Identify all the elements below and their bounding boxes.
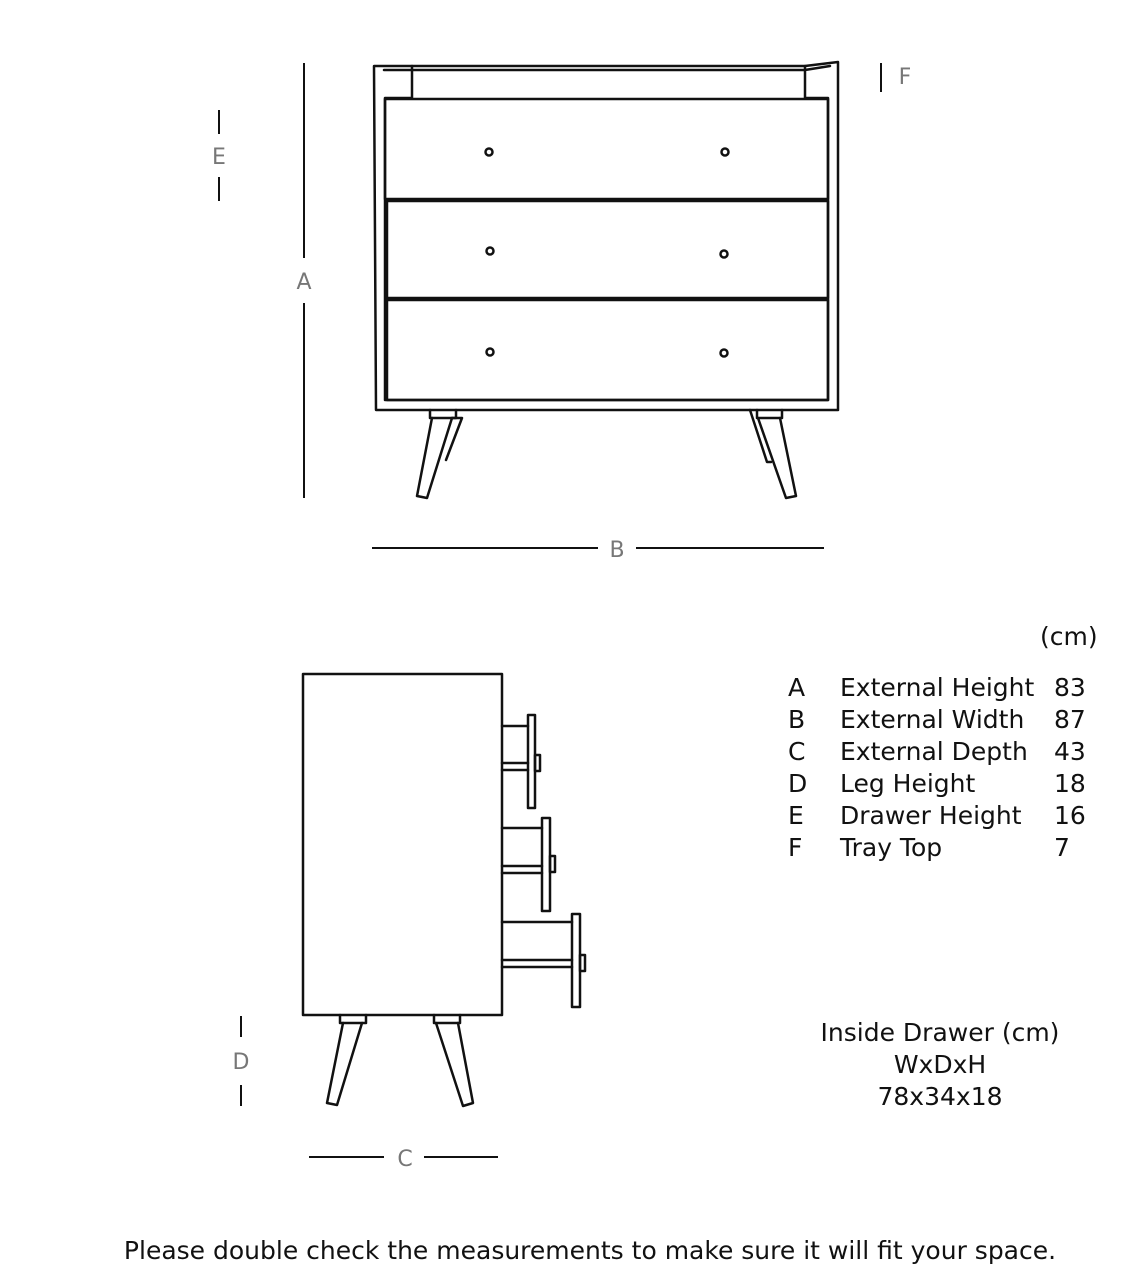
- dim-label-a: A: [296, 270, 312, 295]
- front-legs: [417, 410, 796, 498]
- spec-row: [788, 832, 1114, 864]
- knob: [721, 350, 728, 357]
- spec-value: 16: [1054, 801, 1086, 830]
- spec-name: External Width: [840, 705, 1025, 734]
- dim-label-e: E: [212, 145, 226, 170]
- side-drawer-2: [502, 818, 555, 911]
- spec-name: Tray Top: [840, 833, 943, 862]
- knob: [721, 251, 728, 258]
- spec-letter: A: [788, 673, 806, 702]
- side-view: [303, 674, 585, 1106]
- spec-row: [788, 672, 1114, 704]
- spec-value: 87: [1054, 705, 1086, 734]
- unit-label: (cm): [1040, 622, 1098, 651]
- spec-letter: E: [788, 801, 804, 830]
- knob: [487, 248, 494, 255]
- spec-name: External Depth: [840, 737, 1028, 766]
- drawer-2: [387, 201, 828, 298]
- dimension-lines: [219, 63, 881, 1157]
- spec-name: Drawer Height: [840, 801, 1022, 830]
- spec-value: 18: [1054, 769, 1086, 798]
- front-view: [374, 62, 838, 498]
- spec-row: [788, 800, 1114, 832]
- dim-label-c: C: [397, 1147, 413, 1172]
- spec-table: [788, 672, 1114, 864]
- knob: [487, 349, 494, 356]
- measurement-note: Please double check the measurements to make sure it will fit your space.: [123, 1236, 1057, 1265]
- spec-row: [788, 704, 1114, 736]
- spec-value: 83: [1054, 673, 1086, 702]
- knob: [486, 149, 493, 156]
- inside-drawer-format: WxDxH: [893, 1050, 987, 1079]
- tray-top: [384, 66, 830, 70]
- inside-drawer-info: [820, 1017, 1060, 1113]
- side-carcass: [303, 674, 502, 1015]
- spec-name: External Height: [840, 673, 1035, 702]
- dim-label-f: F: [898, 65, 912, 90]
- spec-letter: B: [788, 705, 806, 734]
- spec-row: [788, 768, 1114, 800]
- spec-letter: D: [788, 769, 808, 798]
- inside-drawer-value: 78x34x18: [877, 1082, 1003, 1111]
- spec-value: 7: [1054, 833, 1070, 862]
- side-legs: [327, 1015, 473, 1106]
- spec-letter: C: [788, 737, 806, 766]
- dim-label-d: D: [232, 1050, 250, 1075]
- spec-value: 43: [1054, 737, 1086, 766]
- spec-name: Leg Height: [840, 769, 976, 798]
- knob: [722, 149, 729, 156]
- drawer-1: [385, 99, 828, 199]
- front-carcass: [374, 62, 838, 410]
- spec-row: [788, 736, 1114, 768]
- side-drawer-3: [502, 914, 585, 1007]
- drawer-3: [387, 300, 828, 400]
- dim-label-b: B: [609, 538, 625, 563]
- side-drawer-1: [502, 715, 540, 808]
- spec-letter: F: [788, 833, 803, 862]
- inside-drawer-title: Inside Drawer (cm): [820, 1018, 1060, 1047]
